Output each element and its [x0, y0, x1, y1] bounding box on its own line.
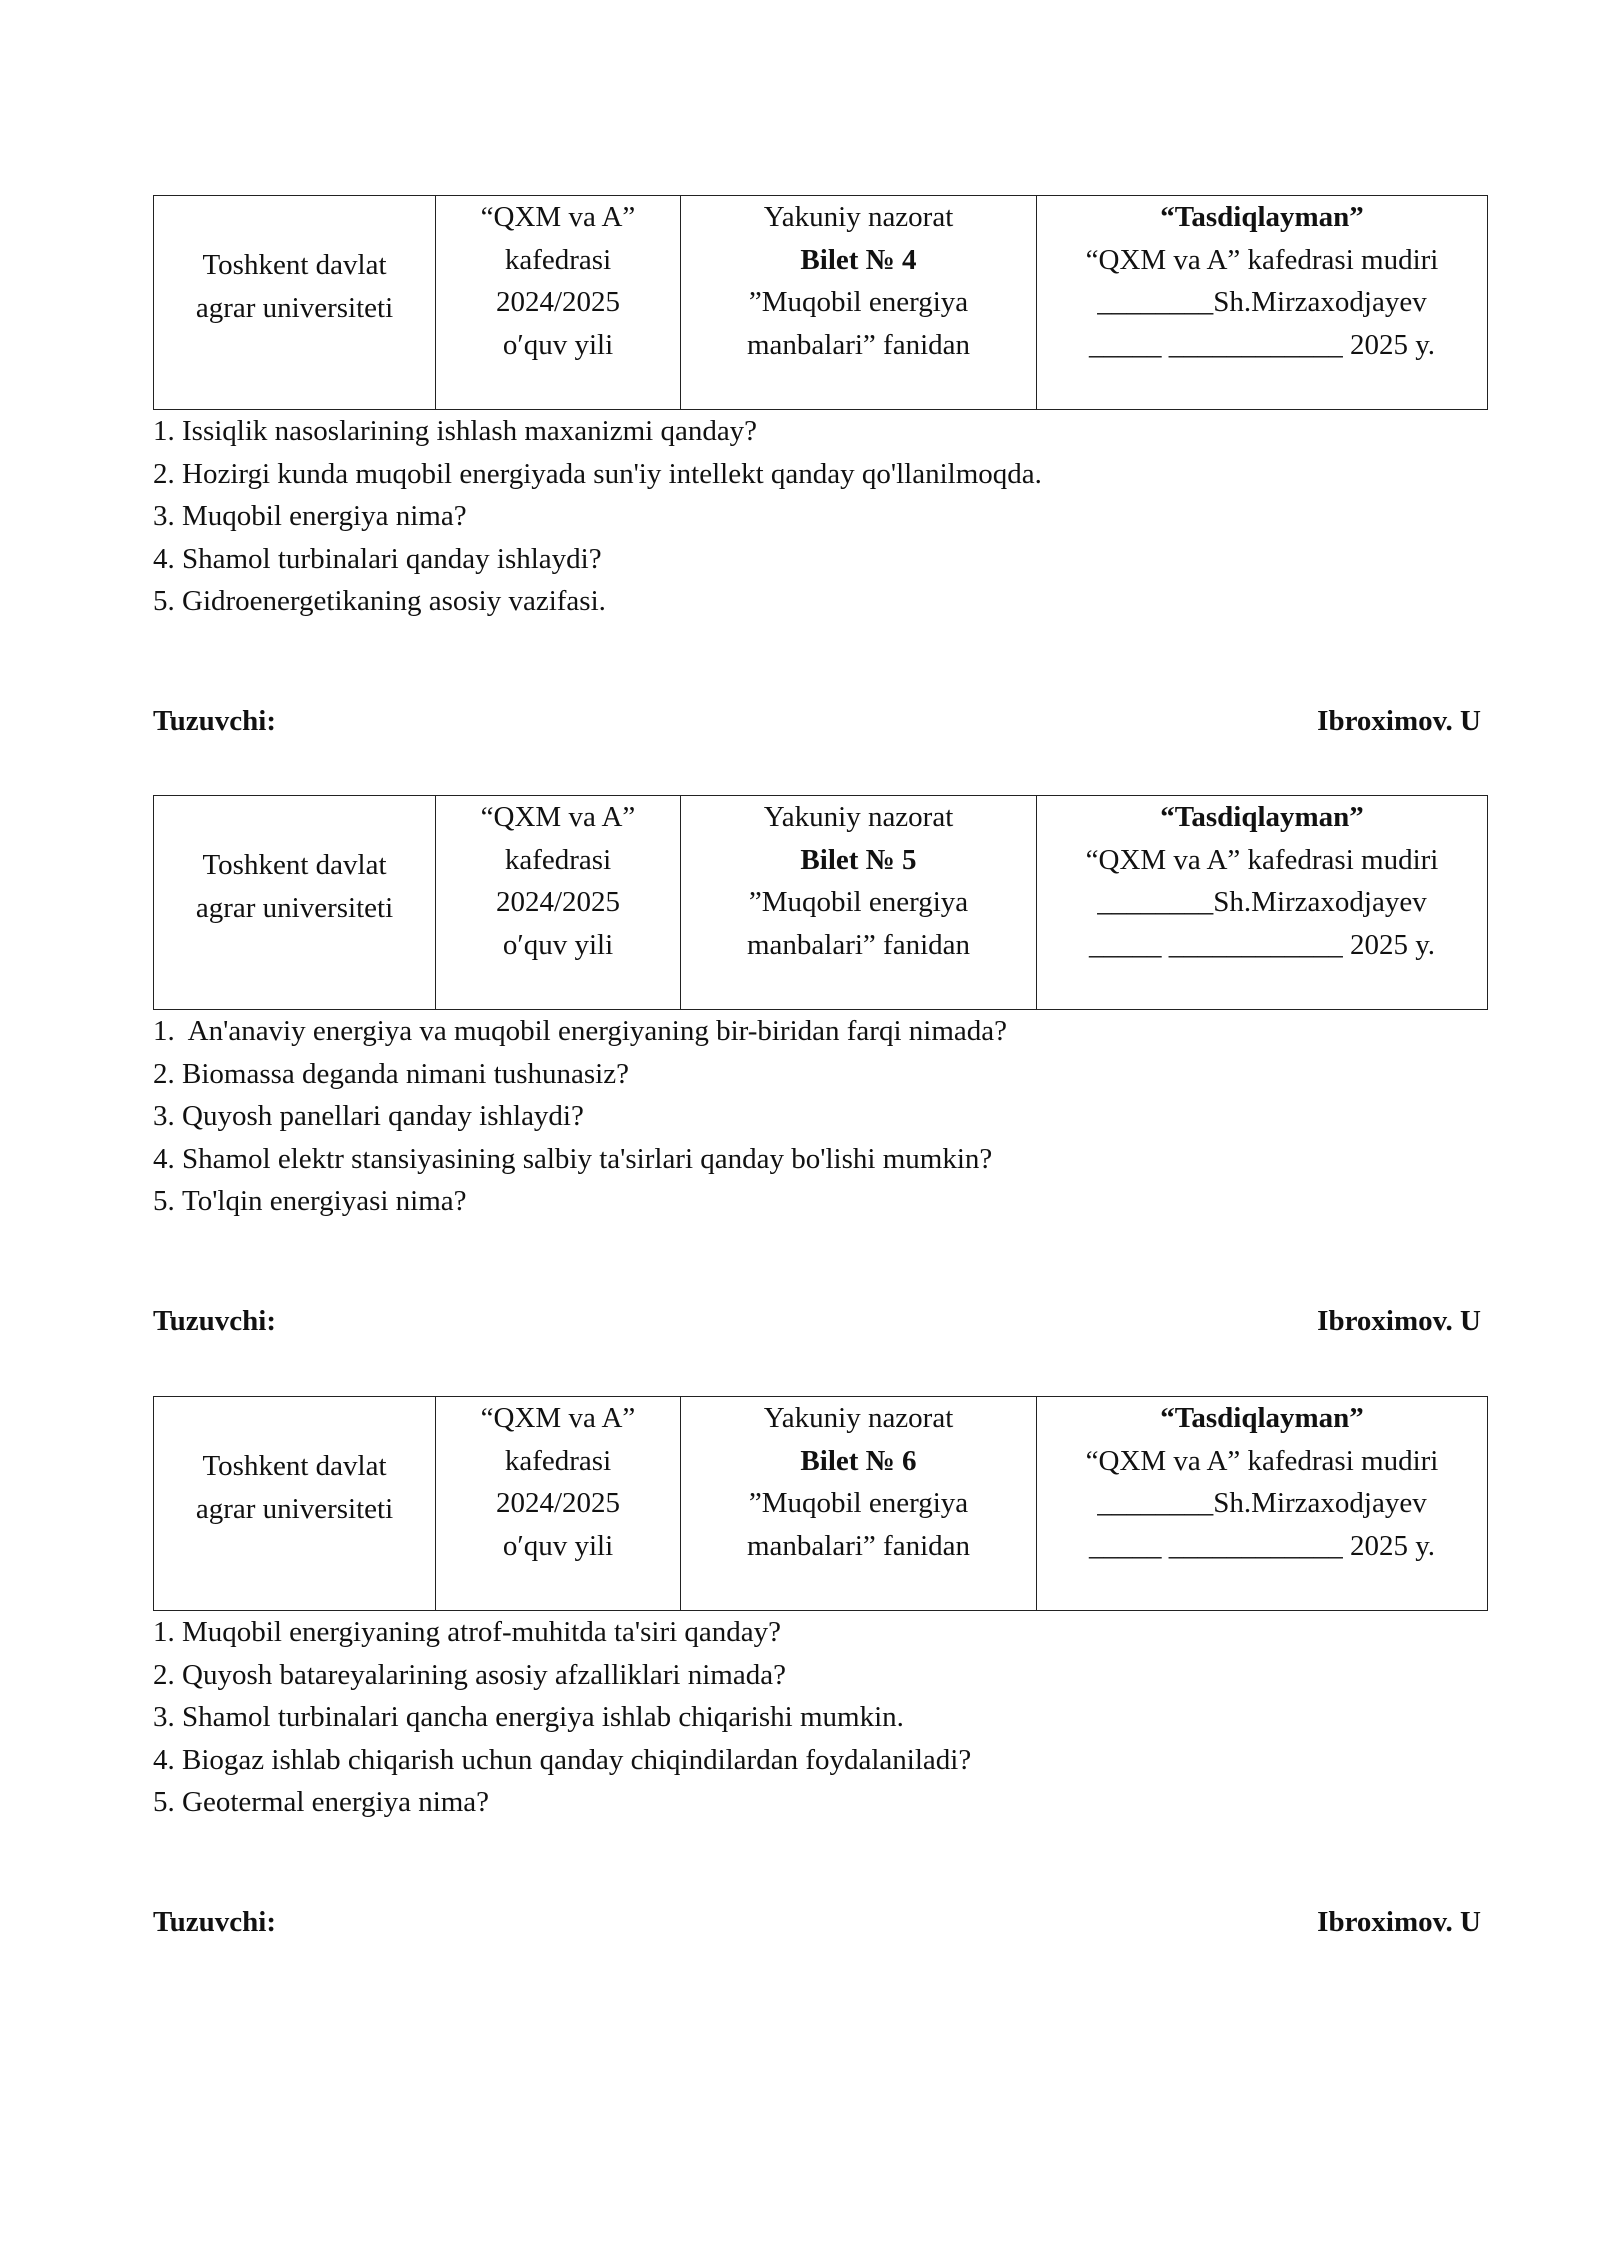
compiler-label: Tuzuvchi: [153, 1905, 277, 1938]
compiler-name: Ibroximov. U [1317, 1304, 1481, 1337]
approval-signature: ________Sh.Mirzaxodjayev [1097, 1487, 1427, 1519]
question-list [153, 1611, 1487, 1824]
approval-role: “QXM va A” kafedrasi mudiri [1085, 843, 1439, 876]
question-list [153, 1010, 1487, 1223]
subject-line-2: manbalari” fanidan [746, 928, 971, 961]
subject-line-1: ”Muqobil energiya [748, 1487, 969, 1519]
university-name-line-1: Toshkent davlat [202, 1450, 387, 1482]
exam-type: Yakuniy nazorat [763, 201, 954, 233]
exam-cell [681, 1397, 1037, 1611]
question-number: 4. [153, 1142, 175, 1175]
approval-title: “Tasdiqlayman” [1160, 1402, 1364, 1434]
academic-year: 2024/2025 [495, 886, 621, 918]
question-number: 2. [153, 457, 175, 490]
question-item [153, 495, 1487, 538]
department-cell [436, 796, 681, 1010]
ticket-header-table [153, 795, 1488, 1010]
subject-line-2: manbalari” fanidan [746, 1529, 971, 1562]
approval-date: _____ ____________ 2025 y. [1088, 328, 1436, 361]
department-cell [436, 196, 681, 410]
compiler-name: Ibroximov. U [1317, 704, 1481, 737]
academic-year-label: o′quv yili [502, 328, 614, 361]
academic-year-label: o′quv yili [502, 1529, 614, 1562]
question-number: 3. [153, 1701, 175, 1733]
ticket-number: Bilet № 5 [800, 843, 917, 876]
exam-cell [681, 196, 1037, 410]
department-label: kafedrasi [504, 243, 612, 276]
question-item [153, 410, 1487, 453]
university-name-line-1: Toshkent davlat [202, 249, 387, 281]
question-number: 5. [153, 585, 175, 617]
academic-year-label: o′quv yili [502, 928, 614, 961]
question-number: 3. [153, 500, 175, 532]
question-item [153, 1095, 1487, 1138]
question-item [153, 1739, 1487, 1782]
question-text: Quyosh panellari qanday ishlaydi? [182, 1100, 584, 1132]
ticket-number: Bilet № 6 [800, 1444, 917, 1477]
subject-line-1: ”Muqobil energiya [748, 886, 969, 918]
department-label: kafedrasi [504, 843, 612, 876]
question-item [153, 453, 1487, 496]
question-item [153, 580, 1487, 623]
approval-title: “Tasdiqlayman” [1160, 801, 1364, 833]
university-cell [154, 196, 436, 410]
ticket-5 [153, 795, 1487, 1349]
approval-title: “Tasdiqlayman” [1160, 201, 1364, 233]
question-number: 2. [153, 1658, 175, 1691]
question-number: 1. [153, 1616, 175, 1648]
department-cell [436, 1397, 681, 1611]
ticket-header-table [153, 195, 1488, 410]
exam-type: Yakuniy nazorat [763, 1402, 954, 1434]
question-text: Gidroenergetikaning asosiy vazifasi. [182, 585, 606, 617]
question-number: 3. [153, 1100, 175, 1132]
question-text: An'anaviy energiya va muqobil energiyaning bir-biridan farqi nimada? [182, 1015, 1007, 1047]
department-label: kafedrasi [504, 1444, 612, 1477]
approval-date: _____ ____________ 2025 y. [1088, 928, 1436, 961]
compiler-signature [153, 1906, 1487, 1950]
academic-year: 2024/2025 [495, 286, 621, 318]
ticket-4 [153, 195, 1487, 749]
question-number: 4. [153, 542, 175, 575]
question-item [153, 1138, 1487, 1181]
question-number: 1. [153, 415, 175, 447]
question-number: 5. [153, 1786, 175, 1818]
approval-date: _____ ____________ 2025 y. [1088, 1529, 1436, 1562]
approval-role: “QXM va A” kafedrasi mudiri [1085, 1444, 1439, 1477]
question-text: Issiqlik nasoslarining ishlash maxanizmi qanday? [182, 415, 758, 447]
question-item [153, 1696, 1487, 1739]
question-text: Hozirgi kunda muqobil energiyada sun'iy intellekt qanday qo'llanilmoqda. [182, 457, 1042, 490]
department-name: “QXM va A” [480, 801, 636, 833]
question-item [153, 1781, 1487, 1824]
question-text: Shamol turbinalari qancha energiya ishlab chiqarishi mumkin. [182, 1701, 904, 1733]
approval-signature: ________Sh.Mirzaxodjayev [1097, 286, 1427, 318]
department-name: “QXM va A” [480, 1402, 636, 1434]
question-text: Biogaz ishlab chiqarish uchun qanday chiqindilardan foydalaniladi? [182, 1743, 972, 1776]
question-item [153, 1654, 1487, 1697]
subject-line-2: manbalari” fanidan [746, 328, 971, 361]
ticket-header-table [153, 1396, 1488, 1611]
approval-cell [1037, 796, 1488, 1010]
question-item [153, 1611, 1487, 1654]
approval-role: “QXM va A” kafedrasi mudiri [1085, 243, 1439, 276]
question-item [153, 538, 1487, 581]
question-text: Shamol elektr stansiyasining salbiy ta'sirlari qanday bo'lishi mumkin? [182, 1142, 993, 1175]
university-name-line-2: agrar universiteti [195, 291, 394, 324]
question-item [153, 1010, 1487, 1053]
question-number: 5. [153, 1185, 175, 1217]
compiler-label: Tuzuvchi: [153, 1304, 277, 1337]
approval-signature: ________Sh.Mirzaxodjayev [1097, 886, 1427, 918]
exam-cell [681, 796, 1037, 1010]
university-cell [154, 1397, 436, 1611]
subject-line-1: ”Muqobil energiya [748, 286, 969, 318]
approval-cell [1037, 196, 1488, 410]
academic-year: 2024/2025 [495, 1487, 621, 1519]
exam-type: Yakuniy nazorat [763, 801, 954, 833]
question-text: Quyosh batareyalarining asosiy afzalliklari nimada? [182, 1658, 786, 1691]
question-text: To'lqin energiyasi nima? [182, 1185, 467, 1217]
ticket-6 [153, 1396, 1487, 1950]
university-name-line-1: Toshkent davlat [202, 849, 387, 881]
question-number: 2. [153, 1057, 175, 1090]
university-name-line-2: agrar universiteti [195, 1492, 394, 1525]
question-list [153, 410, 1487, 623]
university-name-line-2: agrar universiteti [195, 891, 394, 924]
question-item [153, 1053, 1487, 1096]
compiler-label: Tuzuvchi: [153, 704, 277, 737]
question-number: 1. [153, 1015, 175, 1047]
compiler-name: Ibroximov. U [1317, 1905, 1481, 1938]
question-text: Muqobil energiyaning atrof-muhitda ta'siri qanday? [182, 1616, 782, 1648]
question-text: Shamol turbinalari qanday ishlaydi? [182, 542, 602, 575]
department-name: “QXM va A” [480, 201, 636, 233]
approval-cell [1037, 1397, 1488, 1611]
question-text: Biomassa deganda nimani tushunasiz? [182, 1057, 629, 1090]
university-cell [154, 796, 436, 1010]
question-text: Muqobil energiya nima? [182, 500, 467, 532]
compiler-signature [153, 1305, 1487, 1349]
question-number: 4. [153, 1743, 175, 1776]
question-item [153, 1180, 1487, 1223]
question-text: Geotermal energiya nima? [182, 1786, 490, 1818]
compiler-signature [153, 705, 1487, 749]
ticket-number: Bilet № 4 [800, 243, 917, 276]
